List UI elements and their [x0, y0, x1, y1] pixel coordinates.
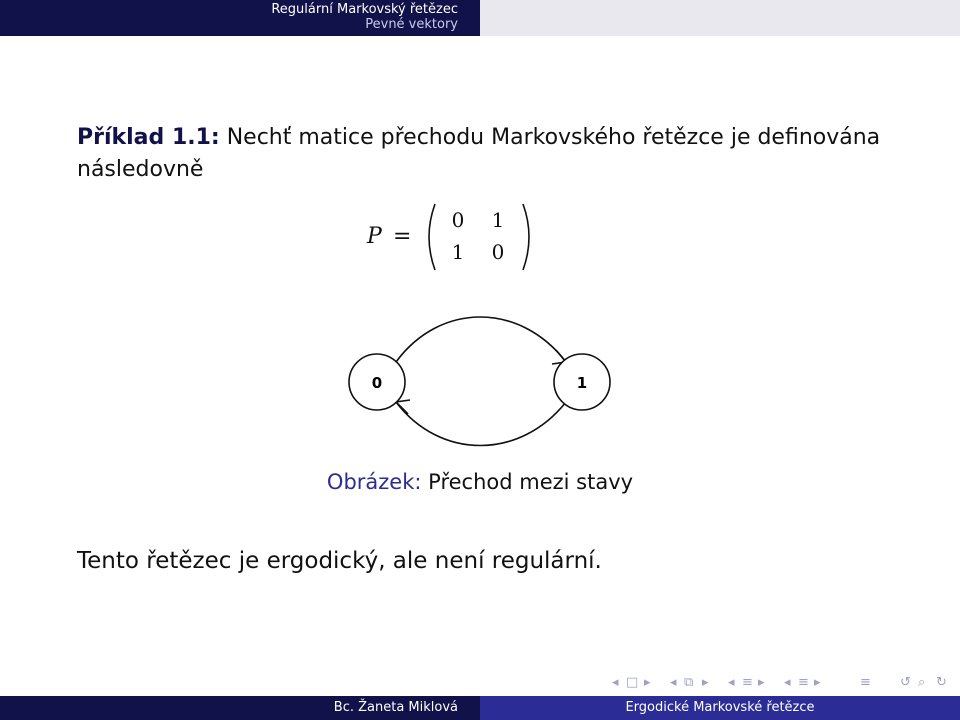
edge-0-to-1 — [396, 317, 566, 362]
frame-icon[interactable]: □ — [626, 675, 639, 690]
forward-icon[interactable]: ↻ — [936, 675, 947, 690]
subsection-icon[interactable]: ≡ — [742, 675, 753, 690]
caption-label: Obrázek: — [326, 470, 422, 494]
section-title[interactable]: Regulární Markovský řetězec — [271, 2, 458, 17]
edge-1-to-0 — [396, 402, 566, 446]
right-paren — [521, 202, 535, 272]
header-right-panel — [480, 0, 960, 36]
transition-matrix — [365, 202, 565, 272]
prev-frame-icon[interactable]: ◂ — [612, 675, 619, 690]
footer-author: Bc. Žaneta Miklová — [0, 696, 480, 720]
state-label-1: 1 — [576, 374, 588, 392]
prev-subsection-icon[interactable]: ◂ — [728, 675, 735, 690]
example-text: Nechť matice přechodu Markovského řetězce je definována následovně — [77, 125, 881, 182]
subsection-title[interactable]: Pevné vektory — [365, 17, 458, 32]
matrix-cell: 0 — [451, 208, 465, 232]
footer-title: Ergodické Markovské řetězce — [480, 696, 960, 720]
prev-section-icon[interactable]: ◂ — [784, 675, 791, 690]
next-frame-icon[interactable]: ▸ — [644, 675, 651, 690]
footer-bar — [0, 696, 960, 720]
matrix-equals: = — [393, 224, 412, 249]
figure-caption — [0, 470, 960, 494]
header-text — [0, 2, 480, 32]
arrowhead-to-0 — [396, 400, 410, 414]
matrix-cell: 0 — [491, 240, 505, 264]
next-section-icon[interactable]: ▸ — [814, 675, 821, 690]
left-paren — [423, 202, 437, 272]
state-diagram — [330, 310, 630, 450]
back-icon[interactable]: ↺ — [900, 675, 911, 690]
navigation-bar — [0, 672, 960, 696]
example-label: Příklad 1.1: — [77, 125, 220, 150]
slide-icon[interactable]: ⧉ — [684, 675, 694, 690]
caption-text: Přechod mezi stavy — [428, 470, 634, 494]
next-subsection-icon[interactable]: ▸ — [758, 675, 765, 690]
search-icon[interactable]: ⌕ — [918, 675, 926, 690]
matrix-cell: 1 — [491, 208, 505, 232]
document-icon[interactable]: ≡ — [860, 675, 871, 690]
matrix-symbol: P — [367, 224, 382, 249]
section-icon[interactable]: ≡ — [798, 675, 809, 690]
state-label-0: 0 — [371, 374, 383, 392]
matrix-cell: 1 — [451, 240, 465, 264]
example-heading — [77, 122, 907, 186]
prev-slide-icon[interactable]: ◂ — [670, 675, 677, 690]
conclusion-text: Tento řetězec je ergodický, ale není regulární. — [77, 548, 602, 574]
next-slide-icon[interactable]: ▸ — [702, 675, 709, 690]
